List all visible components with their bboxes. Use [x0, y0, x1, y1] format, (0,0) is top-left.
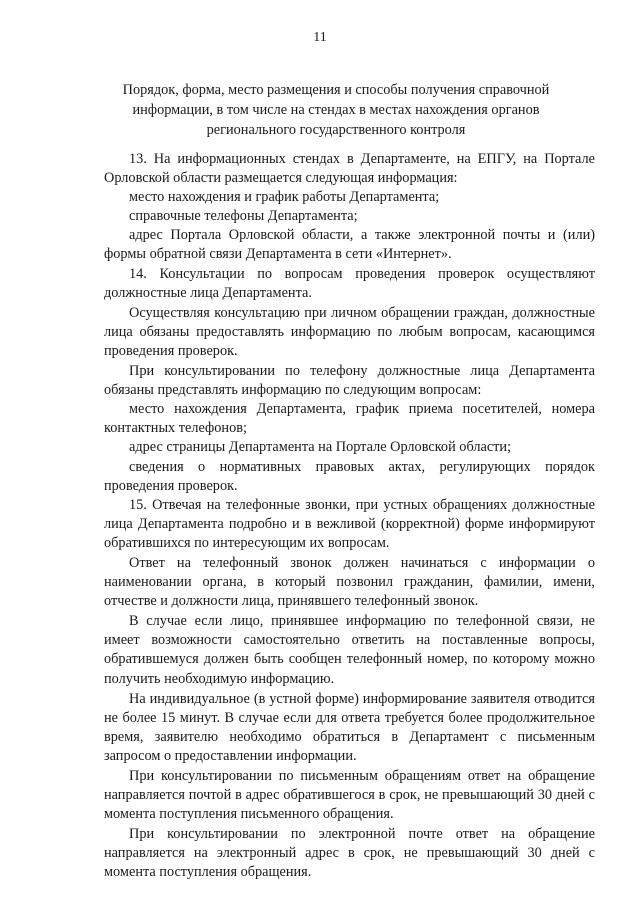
paragraph-email-requests: При консультировании по электронной почте ответ на обращение направляется на электронный адрес в срок, не превышающий 30 дней с момента поступления обращения.	[104, 826, 595, 881]
paragraph-redirect-number: В случае если лицо, принявшее информацию по телефонной связи, не имеет возможности самостоятельно ответить на поставленные вопросы, обратившемуся должен быть сообщен телефонный номер, по которому можно получить необходимую информацию.	[104, 613, 595, 687]
document-body	[104, 150, 595, 883]
paragraph-written-requests: При консультировании по письменным обращениям ответ на обращение направляется почтой в адрес обратившегося в срок, не превышающий 30 дней с момента поступления письменного обращения.	[104, 768, 595, 823]
info-item-location: место нахождения и график работы Департамента;	[129, 189, 440, 206]
info-item-portal-address: адрес Портала Орловской области, а также электронной почты и (или) формы обратной связи Департамента в сети «Интернет».	[104, 227, 595, 263]
phone-item-portal-page: адрес страницы Департамента на Портале Орловской области;	[129, 439, 512, 456]
paragraph-phone-answer: Ответ на телефонный звонок должен начинаться с информации о наименовании органа, в который позвонил гражданин, фамилии, имени, отчестве и должности лица, принявшего телефонный звонок.	[104, 554, 595, 610]
paragraph-14: 14. Консультации по вопросам проведения проверок осуществляют должностные лица Департамента.	[104, 265, 595, 301]
paragraph-phone-consultation: При консультировании по телефону должностные лица Департамента обязаны представлять информацию по следующим вопросам:	[104, 363, 595, 399]
phone-item-legal-acts: сведения о нормативных правовых актах, регулирующих порядок проведения проверок.	[104, 458, 595, 494]
info-item-phones: справочные телефоны Департамента;	[129, 208, 358, 225]
page-number: 11	[313, 30, 327, 45]
section-heading: Порядок, форма, место размещения и способы получения справочной информации, в том числе на стендах в местах нахождения органов регионального государственного контроля	[122, 82, 550, 138]
paragraph-15: 15. Отвечая на телефонные звонки, при устных обращениях должностные лица Департамента подробно и в вежливой (корректной) форме информируют обратившихся по интересующим их вопросам.	[104, 496, 595, 551]
phone-item-location: место нахождения Департамента, график приема посетителей, номера контактных телефонов;	[104, 401, 595, 437]
paragraph-personal-consultation: Осуществляя консультацию при личном обращении граждан, должностные лица обязаны предоставлять информацию по любым вопросам, касающимся проведения проверок.	[104, 304, 595, 359]
paragraph-time-limit: На индивидуальное (в устной форме) информирование заявителя отводится не более 15 минут. В случае если для ответа требуется более продолжительное время, заявителю необходимо обратиться в Департамент с письменным запросом о предоставлении информации.	[104, 690, 595, 764]
paragraph-13: 13. На информационных стендах в Департаменте, на ЕПГУ, на Портале Орловской области размещается следующая информация:	[104, 151, 595, 187]
